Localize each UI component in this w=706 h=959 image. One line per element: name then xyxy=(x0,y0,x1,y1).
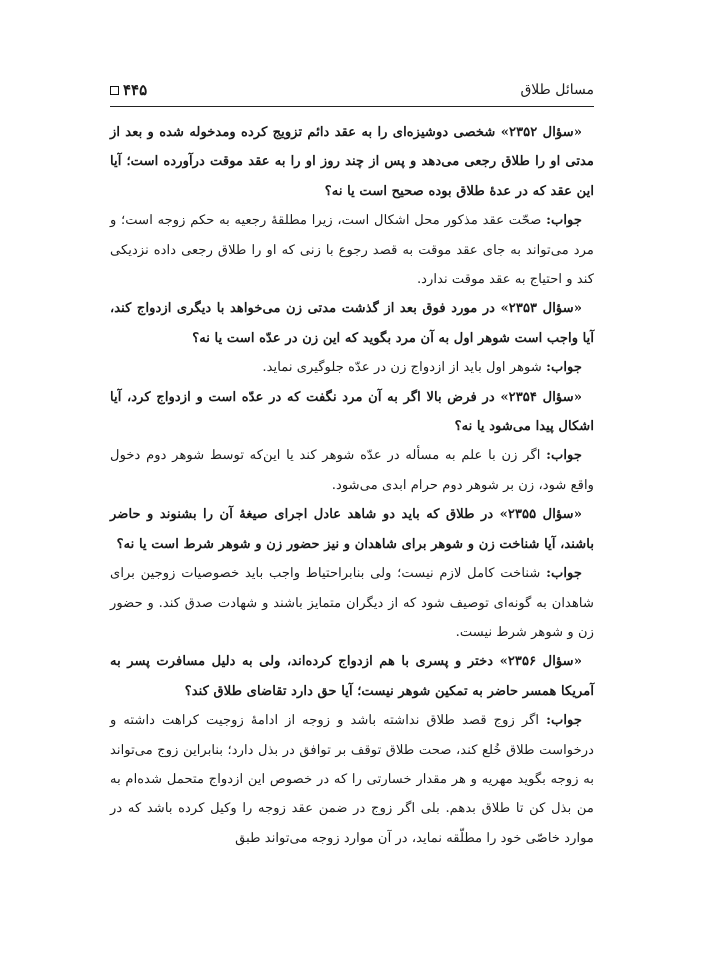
answer-2353 xyxy=(110,353,594,382)
question-2352: «سؤال ۲۳۵۲» شخصی دوشیزه‌ای را به عقد دائم تزویج کرده ومدخوله شده و بعد از مدتی او را طلاق رجعی می‌دهد و پس از چند روز او را به عقد موقت درآورده است؛ آیا این عقد که در عدۀ طلاق بوده صحیح است یا نه؟ xyxy=(110,125,594,199)
question-2353: «سؤال ۲۳۵۳» در مورد فوق بعد از گذشت مدتی زن می‌خواهد با دیگری ازدواج کند، آیا واجب است شوهر اول به آن مرد بگوید که این زن در عدّه است یا نه؟ xyxy=(110,301,594,346)
page-number-block xyxy=(110,81,147,99)
question-2355: «سؤال ۲۳۵۵» در طلاق که باید دو شاهد عادل اجرای صیغۀ آن را بشنوند و حاضر باشند، آیا شناخت زن و شوهر برای شاهدان و نیز حضور زن و شوهر شرط است یا نه؟ xyxy=(110,507,594,552)
answer-text: اگر زن با علم به مسأله در عدّه شوهر کند یا این‌که توسط شوهر دوم دخول واقع شود، زن بر شوهر دوم حرام ابدی می‌شود. xyxy=(110,448,594,493)
answer-2355 xyxy=(110,559,594,647)
answer-label: جواب: xyxy=(546,713,582,729)
question-2356: «سؤال ۲۳۵۶» دختر و پسری با هم ازدواج کرده‌اند، ولی به دلیل مسافرت پسر به آمریکا همسر حاضر به تمکین شوهر نیست؛ آیا حق دارد تقاضای طلاق کند؟ xyxy=(110,654,594,699)
square-ornament-icon xyxy=(110,86,119,95)
answer-label: جواب: xyxy=(546,448,582,464)
answer-text: شناخت کامل لازم نیست؛ ولی بنابراحتیاط واجب باید خصوصیات زوجین برای شاهدان به گونه‌ای توصیف شود که از دیگران متمایز باشند و شهادت صدق کند. و حضور زن و شوهر شرط نیست. xyxy=(110,566,594,640)
answer-label: جواب: xyxy=(546,566,582,582)
page-number: ۴۴۵ xyxy=(123,81,148,99)
answer-label: جواب: xyxy=(546,360,582,376)
answer-text: شوهر اول باید از ازدواج زن در عدّه جلوگیری نماید. xyxy=(262,360,547,376)
answer-2356 xyxy=(110,706,594,853)
body-text xyxy=(110,118,594,853)
question-2354: «سؤال ۲۳۵۴» در فرض بالا اگر به آن مرد نگفت که در عدّه است و ازدواج کرد، آیا اشکال پیدا می‌شود یا نه؟ xyxy=(110,389,594,435)
answer-text: صحّت عقد مذکور محل اشکال است، زیرا مطلقۀ رجعیه به حکم زوجه است؛ و مرد می‌تواند به جای عقد موقت به قصد رجوع با زنی که او را طلاق رجعی داده نزدیکی کند و احتیاج به عقد موقت ندارد. xyxy=(110,213,594,288)
answer-2354 xyxy=(110,441,594,500)
answer-label: جواب: xyxy=(546,213,582,229)
running-title: مسائل طلاق xyxy=(520,82,594,98)
answer-2352 xyxy=(110,206,594,294)
answer-text: اگر زوج قصد طلاق نداشته باشد و زوجه از ادامۀ زوجیت کراهت داشته و درخواست طلاق خُلع کند، صحت طلاق توقف بر توافق در بذل دارد؛ بنابراین زوج می‌تواند به زوجه بگوید مهریه و هر مقدار خسارتی را که در خصوص این ازدواج متحمل شده‌ام به من بذل کن تا طلاق بدهم. بلی اگر زوج در ضمن عقد زوجه را وکیل کرده باشد که در موارد خاصّی خود را مطلّقه نماید، در آن موارد زوجه می‌تواند طبق xyxy=(110,713,594,846)
page-header xyxy=(110,80,594,107)
